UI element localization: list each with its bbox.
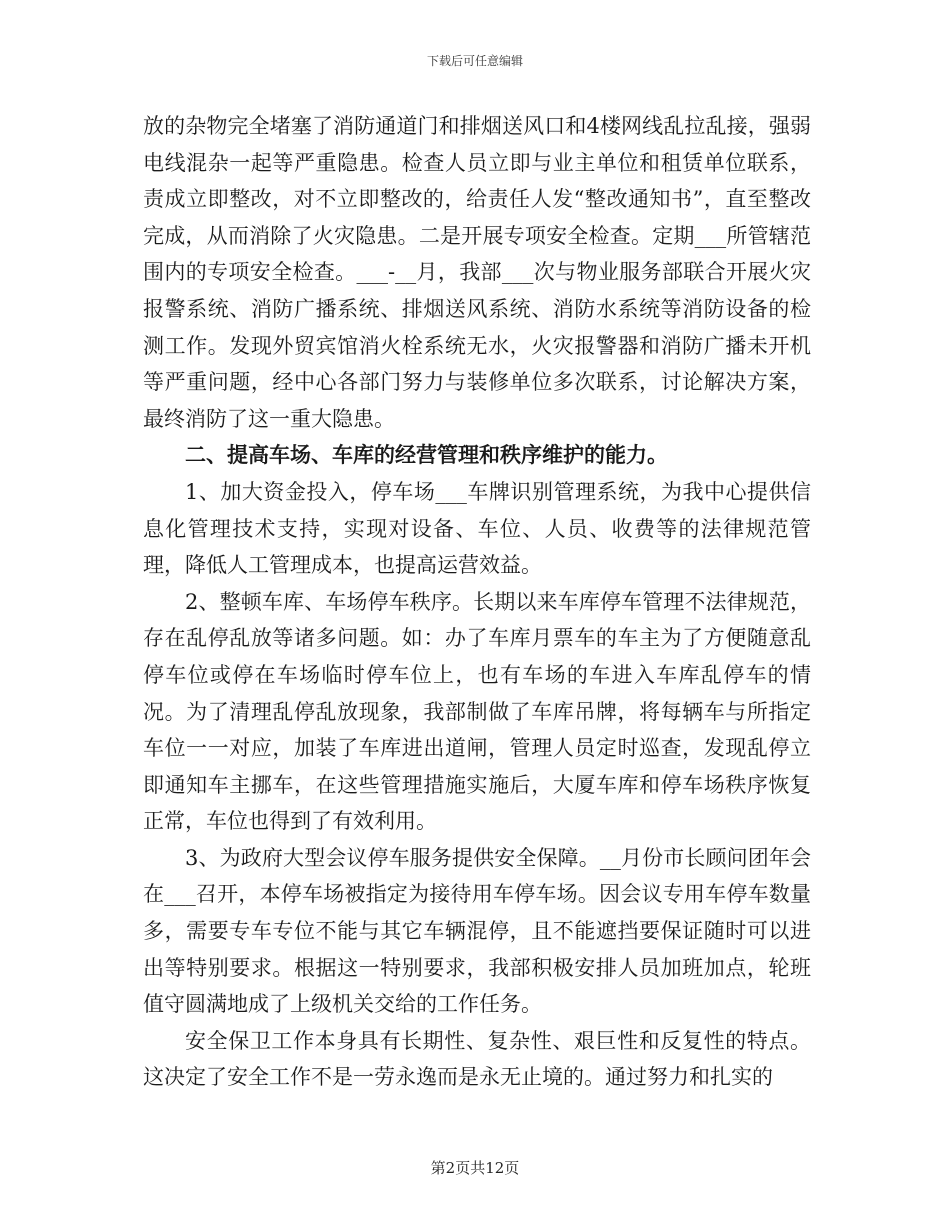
paragraph-summary: 安全保卫工作本身具有长期性、复杂性、艰巨性和反复性的特点。这决定了安全工作不是一劳永逸而是永无止境的。通过努力和扎实的: [143, 1028, 811, 1090]
paragraph-item-2: 2、整顿车库、车场停车秩序。长期以来车库停车管理不法律规范，存在乱停乱放等诸多问题。如：办了车库月票车的车主为了方便随意乱停车位或停在车场临时停车位上，也有车场的车进入车库乱停车的情况。为了清理乱停乱放现象，我部制做了车库吊牌，将每辆车与所指定车位一一对应，加装了车库进出道闸，管理人员定时巡查，发现乱停立即通知车主挪车，在这些管理措施实施后，大厦车库和停车场秩序恢复正常，车位也得到了有效利用。: [143, 589, 811, 834]
paragraph-item-1: 1、加大资金投入，停车场___车牌识别管理系统，为我中心提供信息化管理技术支持，实现对设备、车位、人员、收费等的法律规范管理，降低人工管理成本，也提高运营效益。: [143, 479, 811, 578]
page-number: 第2页共12页: [430, 1159, 520, 1177]
paragraph-fire-inspection: 放的杂物完全堵塞了消防通道门和排烟送风口和4楼网线乱拉乱接，强弱电线混杂一起等严重隐患。检查人员立即与业主单位和租赁单位联系，责成立即整改，对不立即整改的，给责任人发“整改通知书”，直至整改完成，从而消除了火灾隐患。二是开展专项安全检查。定期___所管辖范围内的专项安全检查。___-__月，我部___次与物业服务部联合开展火灾报警系统、消防广播系统、排烟送风系统、消防水系统等消防设备的检测工作。发现外贸宾馆消火栓系统无水，火灾报警器和消防广播未开机等严重问题，经中心各部门努力与装修单位多次联系，讨论解决方案，最终消防了这一重大隐患。: [143, 114, 811, 431]
page-header: 下载后可任意编辑: [426, 54, 523, 68]
document-body: [143, 108, 811, 1096]
section-heading-parking: 二、提高车场、车库的经营管理和秩序维护的能力。: [185, 443, 668, 468]
paragraph-item-3: 3、为政府大型会议停车服务提供安全保障。__月份市长顾问团年会在___召开，本停车场被指定为接待用车停车场。因会议专用车停车数量多，需要专车专位不能与其它车辆混停，且不能遮挡要保证随时可以进出等特别要求。根据这一特别要求，我部积极安排人员加班加点，轮班值守圆满地成了上级机关交给的工作任务。: [143, 845, 811, 1017]
